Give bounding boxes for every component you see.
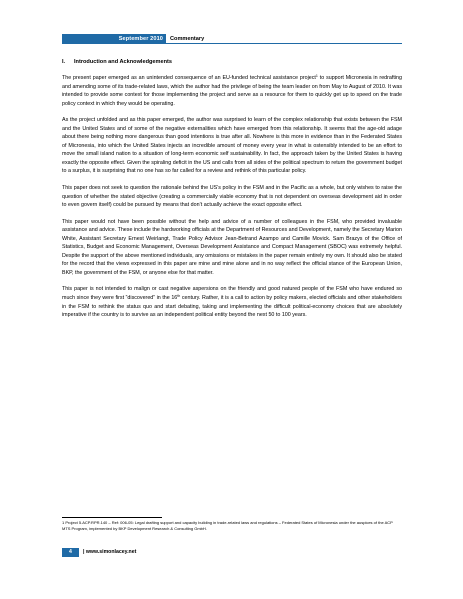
footnote-reference[interactable]: 1 [315, 74, 318, 78]
ordinal-suffix: th [177, 294, 181, 299]
paragraph-3: This paper does not seek to question the rationale behind the US’s policy in the FSM and in the Pacific as a whole, but only wishes to raise the question of whether the stated objective (creating a commercially viable economy that is not dependent on overseas development aid in order to even govern itself) could be pursued by means that don’t actually achieve the exact opposite effect. [62, 185, 402, 209]
page-header [62, 34, 402, 43]
section-number: I. [62, 59, 66, 65]
header-date: September 2010 [62, 34, 166, 43]
footnote: 1 Project 5.ACP.RPR.140 – Ref: 006-05: Legal drafting support and capacity building in trade-related laws and regulations – Federated States of Micronesia under the auspices of the ACP MTS Program, implemented by BKP Development Research & Consulting GmbH. [62, 520, 393, 531]
main-content [62, 59, 402, 328]
header-rule [62, 43, 402, 44]
paragraph-4: This paper would not have been possible without the help and advice of a number of colleagues in the FSM, who provided invaluable assistance and advice. These include the hardworking officials at the Department of Resources and Development, namely the Secretary Marion White, Assistant Secretary Ernest Weirlangt, Trade Policy Advisor Jean-Betrand Azampo and Camille Movick. Sam Brazys of the Office of Statistics, Budget and Economic Management, Overseas Development Assistance and Compact Management (SBOC) was extremely helpful. Despite the support of the above mentioned individuals, any omissions or mistakes in the paper remain entirely my own. It should also be stated for the record that the views expressed in this paper are mine and mine alone and in no way reflect the official stance of the European Union, BKP, the government of the FSM, or anyone else for that matter. [62, 218, 402, 276]
paragraph-1-text-b: to support Micronesia in redrafting and amending some of its trade-related laws, which the author had the privilege of being the team leader on from May to August of 2010. It was intended to provide some context for those implementing the project and serve as a resource for them to quickly get up to speed on the trade policy context in which they would be operating. [62, 75, 402, 107]
paragraph-5-text-b: century. Rather, it is a call to action by policy makers, elected officials and other stakeholders in the FSM to rethink the status quo and start debating, taking and implementing the difficult political-economy choices that are absolutely imperative if the country is to survive as an independent political entity beyond the next 50 to 100 years. [62, 295, 402, 319]
paragraph-2: As the project unfolded and as this paper emerged, the author was surprised to learn of the complex relationship that exists between the FSM and the United States and of some of the negative externalities which have emerged from this relationship. It seems that the age-old adage about there being nothing more dangerous than good intentions is true after all. Nowhere is this more in evidence than in the Federated States of Micronesia, into which the United States injects an incredible amount of money every year in what is ostensibly intended to be an effort to move the small island nation to a situation of long-term economic self sustainability. In fact, the approach taken by the United States is having exactly the opposite effect. Given the spiraling deficit in the US and calls from all sides of the political spectrum to return the government budget to a surplus, it is surprising that no one has so far called for a review and rethink of this particular policy. [62, 117, 402, 175]
paragraph-1-text-a: The present paper emerged as an unintended consequence of an EU-funded technical assistance project [62, 75, 316, 81]
footer-link[interactable]: | www.simonlacey.net [83, 549, 137, 555]
footnote-separator [62, 517, 162, 518]
section-title: Introduction and Acknowledgements [74, 59, 172, 65]
paragraph-1 [62, 74, 402, 108]
footer-rule [62, 556, 79, 557]
page-number: 4 [62, 548, 79, 556]
paragraph-5-text-a: This paper is not intended to malign or cast negative aspersions on the friendly and good natured people of the FSM who have endured so much since they were first “discovered” in the 16 [62, 286, 402, 302]
page-footer [62, 548, 136, 556]
header-label: Commentary [170, 35, 205, 42]
section-heading [62, 59, 402, 66]
paragraph-5 [62, 285, 402, 319]
